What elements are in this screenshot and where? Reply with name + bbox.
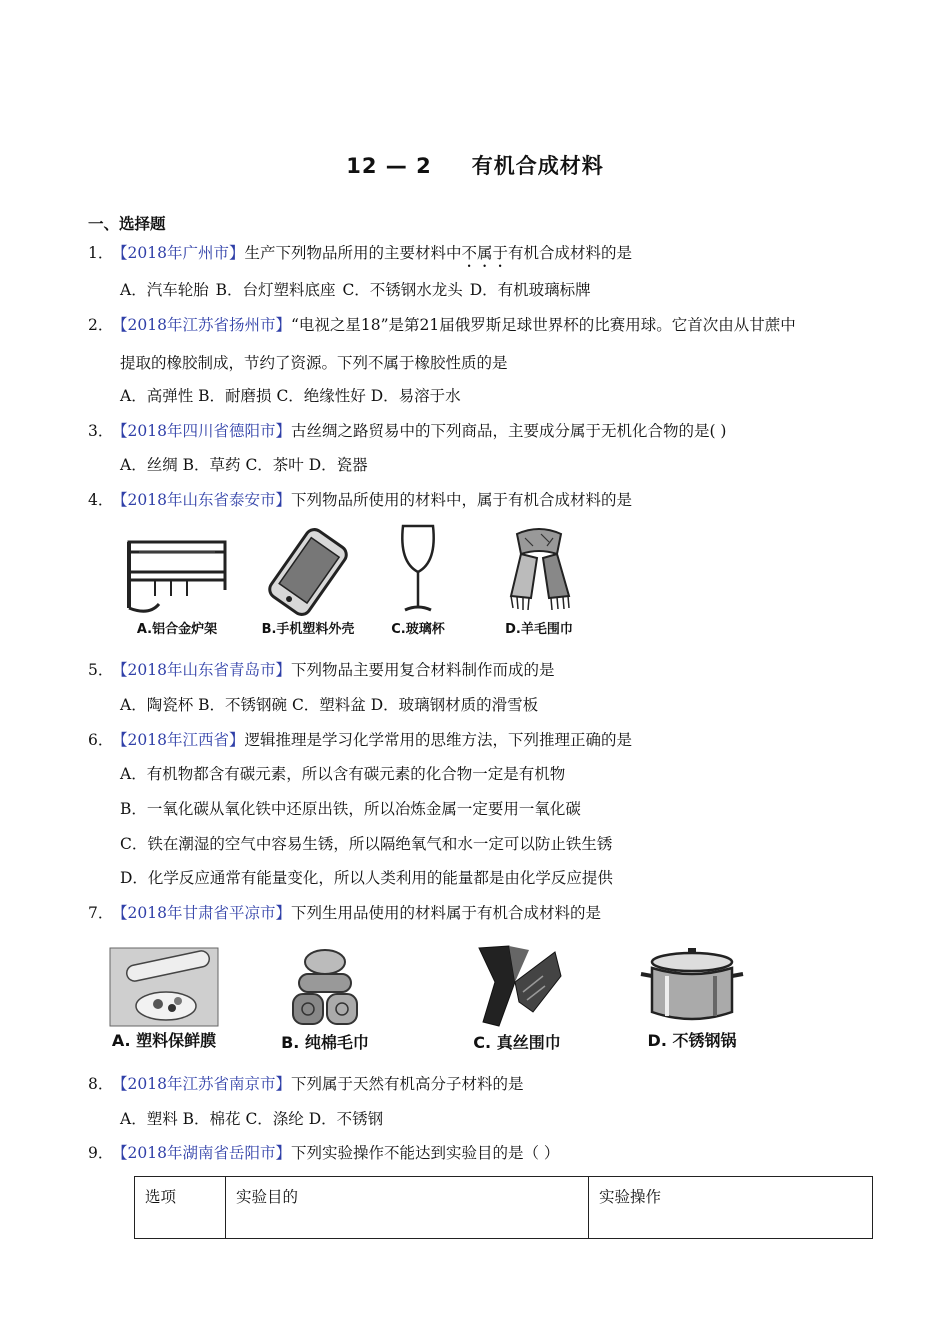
question-source-tag: 【2018年江西省】 (112, 731, 245, 749)
question-source-tag: 【2018年山东省青岛市】 (112, 661, 291, 679)
question-9: 9．【2018年湖南省岳阳市】下列实验操作不能达到实验目的是（ ） (88, 1144, 560, 1162)
question-5-options: A．陶瓷杯 B．不锈钢碗 C．塑料盆 D．玻璃钢材质的滑雪板 (120, 696, 539, 714)
page-title (0, 150, 950, 180)
table-header-cell: 实验操作 (589, 1177, 873, 1239)
figure-wine-glass: C.玻璃杯 (378, 522, 458, 637)
question-source-tag: 【2018年甘肃省平凉市】 (112, 904, 291, 922)
question-1: 1．【2018年广州市】生产下列物品所用的主要材料中不属于有机合成材料的是 (88, 244, 632, 262)
question-6-option-d: D．化学反应通常有能量变化，所以人类利用的能量都是由化学反应提供 (120, 869, 613, 887)
question-6-option-b: B．一氧化碳从氧化铁中还原出铁，所以冶炼金属一定要用一氧化碳 (120, 800, 581, 818)
question-source-tag: 【2018年四川省德阳市】 (112, 422, 291, 440)
question-source-tag: 【2018年江苏省南京市】 (112, 1075, 291, 1093)
question-source-tag: 【2018年江苏省扬州市】 (112, 316, 291, 334)
figure-silk-scarf: C. 真丝围巾 (462, 942, 572, 1053)
title-number: 12 — 2 (346, 154, 432, 178)
question-8: 8．【2018年江苏省南京市】下列属于天然有机高分子材料的是 (88, 1075, 524, 1093)
question-6: 6．【2018年江西省】逻辑推理是学习化学常用的思维方法，下列推理正确的是 (88, 731, 632, 749)
question-source-tag: 【2018年山东省泰安市】 (112, 491, 291, 509)
title-text: 有机合成材料 (471, 154, 604, 178)
stove-rack-icon (119, 530, 235, 618)
question-source-tag: 【2018年湖南省岳阳市】 (112, 1144, 291, 1162)
pot-icon (637, 946, 747, 1028)
section-heading: 一、选择题 (88, 215, 166, 233)
figure-plastic-wrap: A. 塑料保鲜膜 (104, 946, 224, 1051)
question-2: 2．【2018年江苏省扬州市】“电视之星18”是第21届俄罗斯足球世界杯的比赛用球。它首次由从甘蔗中 (88, 316, 796, 334)
emphasis-text: 不属于 (461, 244, 508, 262)
wine-glass-icon (393, 522, 443, 618)
experiment-table (134, 1176, 873, 1239)
figure-cotton-towel: B. 纯棉毛巾 (270, 944, 380, 1053)
question-5: 5．【2018年山东省青岛市】下列物品主要用复合材料制作而成的是 (88, 661, 555, 679)
question-2-continuation: 提取的橡胶制成，节约了资源。下列不属于橡胶性质的是 (120, 354, 508, 372)
question-4: 4．【2018年山东省泰安市】下列物品所使用的材料中，属于有机合成材料的是 (88, 491, 632, 509)
figure-phone-case: B.手机塑料外壳 (248, 526, 368, 637)
figure-steel-pot: D. 不锈钢锅 (632, 946, 752, 1051)
question-4-figures (0, 520, 950, 645)
figure-stove-rack: A.铝合金炉架 (112, 530, 242, 637)
question-source-tag: 【2018年广州市】 (112, 244, 245, 262)
scarf-icon (497, 524, 581, 618)
question-3: 3．【2018年四川省德阳市】古丝绸之路贸易中的下列商品，主要成分属于无机化合物的是( ) (88, 422, 727, 440)
question-2-options: A．高弹性 B．耐磨损 C．绝缘性好 D．易溶于水 (120, 387, 461, 405)
table-header-row (135, 1177, 873, 1239)
silk-scarf-icon (469, 942, 565, 1030)
question-6-option-a: A．有机物都含有碳元素，所以含有碳元素的化合物一定是有机物 (120, 765, 566, 783)
table-header-cell: 选项 (135, 1177, 226, 1239)
figure-wool-scarf: D.羊毛围巾 (484, 524, 594, 637)
question-7: 7．【2018年甘肃省平凉市】下列生用品使用的材料属于有机合成材料的是 (88, 904, 601, 922)
question-8-options: A．塑料 B．棉花 C．涤纶 D．不锈钢 (120, 1110, 384, 1128)
question-7-figures (0, 940, 950, 1065)
question-1-options: A．汽车轮胎 B．台灯塑料底座 C．不锈钢水龙头 D．有机玻璃标牌 (120, 281, 591, 299)
towel-icon (285, 944, 365, 1030)
plastic-wrap-icon (108, 946, 220, 1028)
question-3-options: A．丝绸 B．草药 C．茶叶 D．瓷器 (120, 456, 368, 474)
table-header-cell: 实验目的 (226, 1177, 589, 1239)
phone-icon (263, 526, 353, 618)
question-6-option-c: C．铁在潮湿的空气中容易生锈，所以隔绝氧气和水一定可以防止铁生锈 (120, 835, 613, 853)
